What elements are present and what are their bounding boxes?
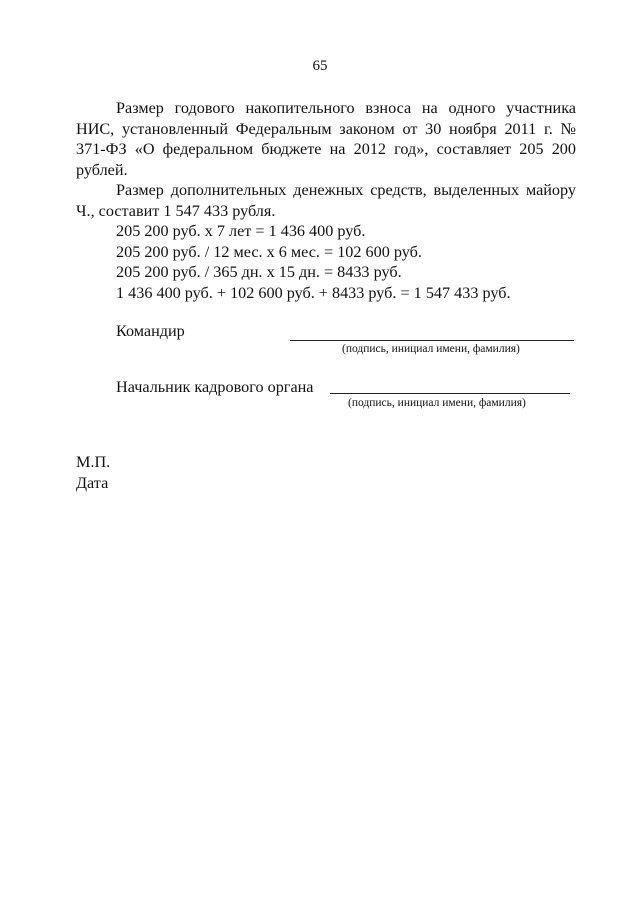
- paragraph-additional-funds: Размер дополнительных денежных средств, выделенных майору Ч., составит 1 547 433 рубля.: [76, 181, 576, 220]
- hr-head-signature-caption: (подпись, инициал имени, фамилия): [348, 397, 526, 409]
- stamp-placeholder: М.П.: [76, 453, 111, 471]
- hr-head-signature-line: [330, 393, 570, 394]
- body-text: [76, 98, 576, 303]
- hr-head-label: Начальник кадрового органа: [116, 378, 314, 396]
- commander-label: Командир: [116, 322, 185, 340]
- paragraph-contribution: Размер годового накопительного взноса на одного участника НИС, установленный Федеральным законом от 30 ноября 2011 г. № 371-ФЗ «О федеральном бюджете на 2012 год», составляет 205 200 рублей.: [76, 99, 576, 179]
- page-number: 65: [312, 58, 328, 74]
- calculation-line: 205 200 руб. / 12 мес. х 6 мес. = 102 600 руб.: [116, 242, 422, 261]
- calculation-line: 1 436 400 руб. + 102 600 руб. + 8433 руб. = 1 547 433 руб.: [116, 283, 511, 302]
- calculation-line: 205 200 руб. х 7 лет = 1 436 400 руб.: [116, 222, 366, 240]
- commander-signature-caption: (подпись, инициал имени, фамилия): [342, 343, 520, 355]
- commander-signature-line: [290, 340, 574, 341]
- date-label: Дата: [76, 474, 109, 492]
- calculation-line: 205 200 руб. / 365 дн. х 15 дн. = 8433 руб.: [116, 263, 402, 281]
